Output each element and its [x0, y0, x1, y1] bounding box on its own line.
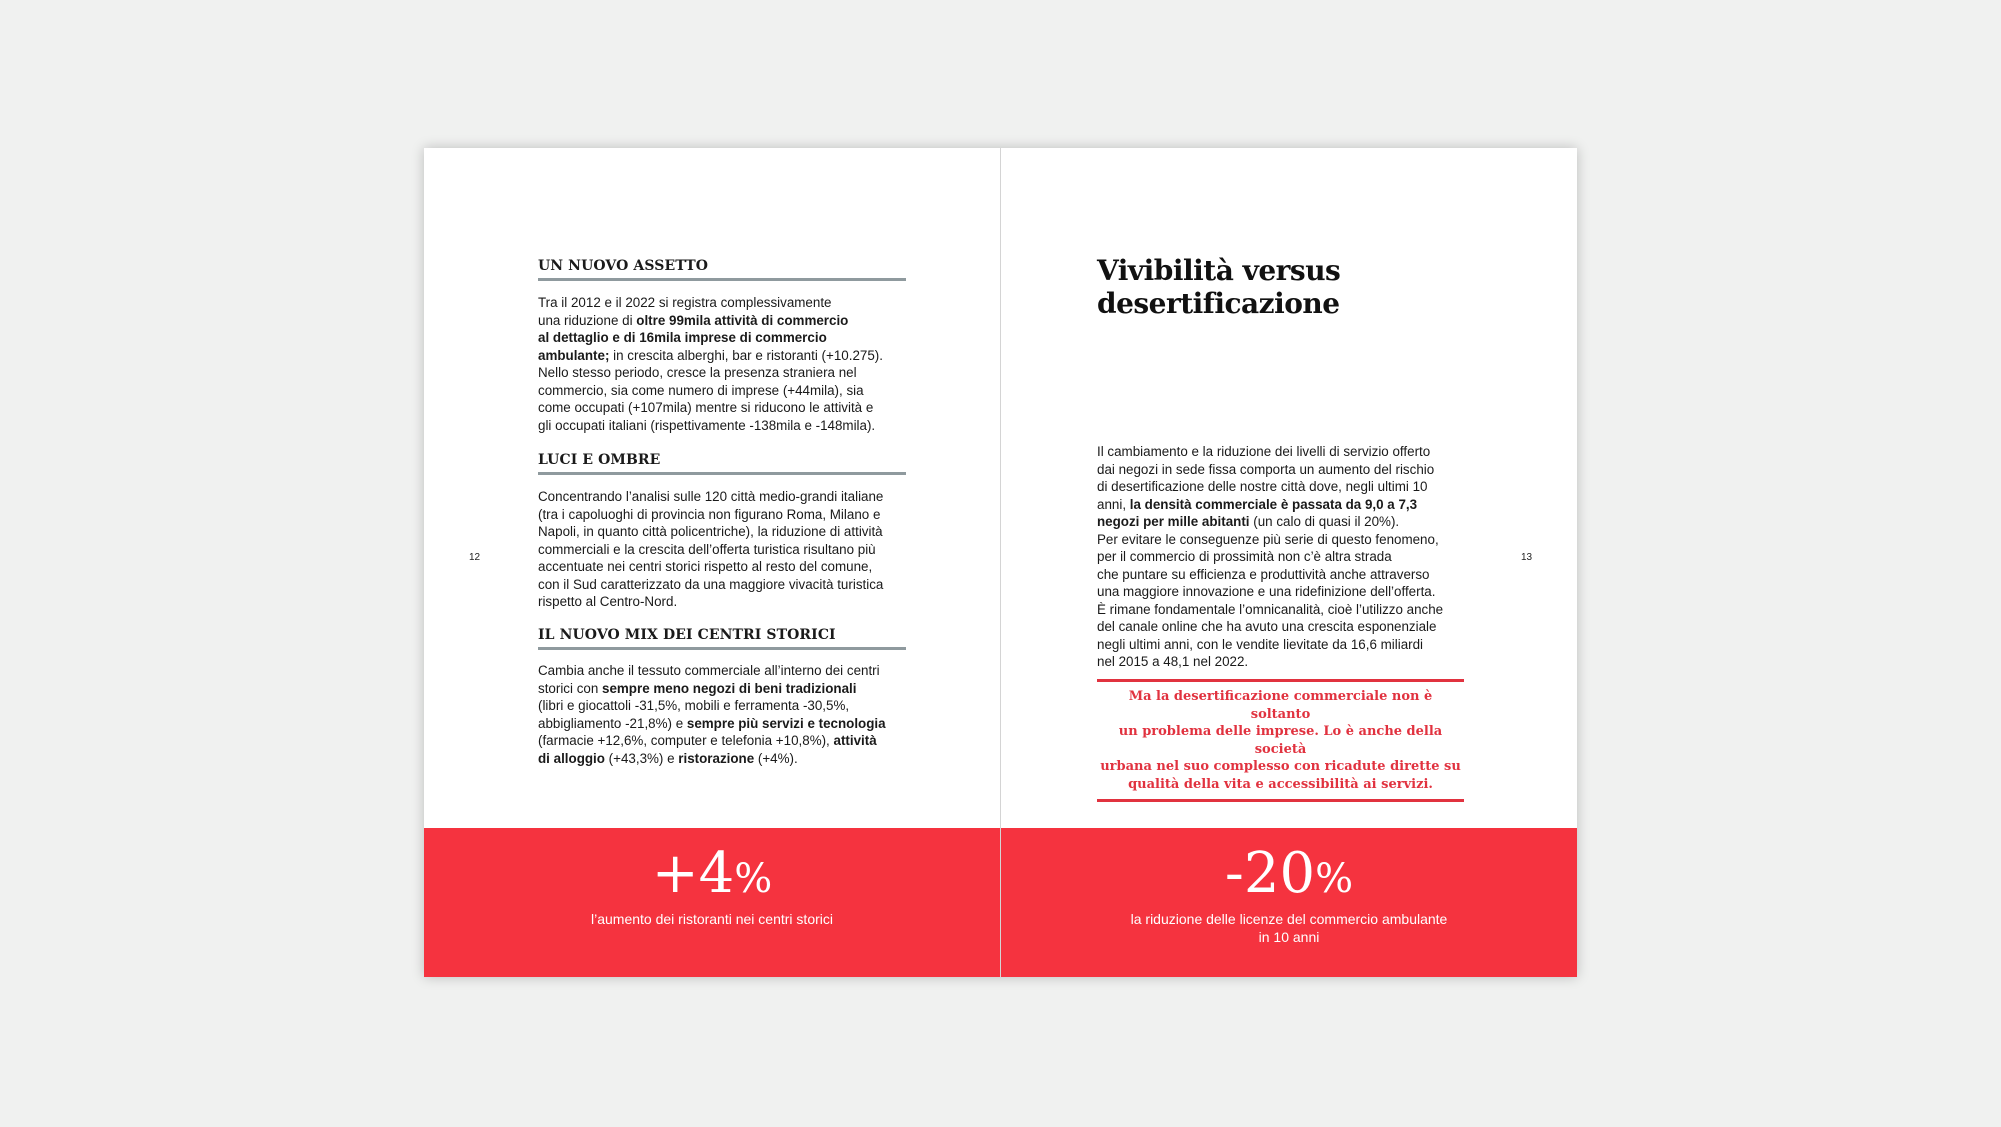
stat-value-licenze: -20%	[1224, 841, 1354, 906]
stat-value-ristoranti: +4%	[651, 841, 773, 906]
section-heading-luci-ombre: LUCI E OMBRE	[538, 452, 906, 475]
stat-caption-licenze: la riduzione delle licenze del commercio ambulante in 10 anni	[1130, 911, 1448, 945]
stat-band-right	[1001, 828, 1577, 977]
body-text-desertificazione: Il cambiamento e la riduzione dei livelli di servizio offerto dai negozi in sede fissa comporta un aumento del rischio di desertificazione delle nostre città dove, negli ultimi 10 anni, la densità commerciale è passata da 9,0 a 7,3 negozi per mille abitanti (un calo di quasi il 20%). Per evitare le conseguenze più serie di questo fenomeno, per il commercio di prossimità non c’è altra strada che puntare su efficienza e produttività anche attraverso una maggiore innovazione e una ridefinizione dell’offerta. È rimane fondamentale l’omnicanalità, cioè l’utilizzo anche del canale online che ha avuto una crescita esponenziale negli ultimi anni, con le vendite lievitate da 16,6 miliardi nel 2015 a 48,1 nel 2022.	[1097, 444, 1444, 669]
page-number-right: 13	[1521, 552, 1533, 563]
page-title: Vivibilità versus desertificazione	[1097, 254, 1341, 320]
section-heading-nuovo-assetto: UN NUOVO ASSETTO	[538, 258, 906, 281]
section-heading-mix-centri-storici: IL NUOVO MIX DEI CENTRI STORICI	[538, 627, 906, 650]
stat-caption-ristoranti: l’aumento dei ristoranti nei centri storici	[591, 911, 833, 927]
section-text-luci-ombre: Concentrando l’analisi sulle 120 città medio-grandi italiane (tra i capoluoghi di provincia non figurano Roma, Milano e Napoli, in quanto città policentriche), la riduzione di attività commerciali e la crescita dell’offerta turistica risultano più accentuate nei centri storici rispetto al resto del comune, con il Sud caratterizzato da una maggiore vivacità turistica rispetto al Centro-Nord.	[538, 489, 884, 609]
section-text-nuovo-assetto: Tra il 2012 e il 2022 si registra complessivamente una riduzione di oltre 99mila attività di commercio al dettaglio e di 16mila imprese di commercio ambulante; in crescita alberghi, bar e ristoranti (+10.275). Nello stesso periodo, cresce la presenza straniera nel commercio, sia come numero di imprese (+44mila), sia come occupati (+107mila) mentre si riducono le attività e gli occupati italiani (rispettivamente -138mila e -148mila).	[538, 295, 883, 433]
brochure-spread	[424, 148, 1577, 977]
page-number-left: 12	[469, 552, 481, 563]
left-page	[424, 148, 1000, 977]
stat-band-left	[424, 828, 1000, 977]
section-text-mix-centri-storici: Cambia anche il tessuto commerciale all’interno dei centri storici con sempre meno negozi di beni tradizionali (libri e giocattoli -31,5%, mobili e ferramenta -30,5%, abbigliamento -21,8%) e sempre più servizi e tecnologia (farmacie +12,6%, computer e telefonia +10,8%), attività di alloggio (+43,3%) e ristorazione (+4%).	[538, 663, 886, 766]
spread-gutter	[1000, 148, 1001, 977]
pull-quote: Ma la desertificazione commerciale non è soltanto un problema delle imprese. Lo è anche della società urbana nel suo complesso con ricadute dirette su qualità della vita e accessibilità ai servizi.	[1097, 679, 1464, 802]
right-page	[1001, 148, 1577, 977]
